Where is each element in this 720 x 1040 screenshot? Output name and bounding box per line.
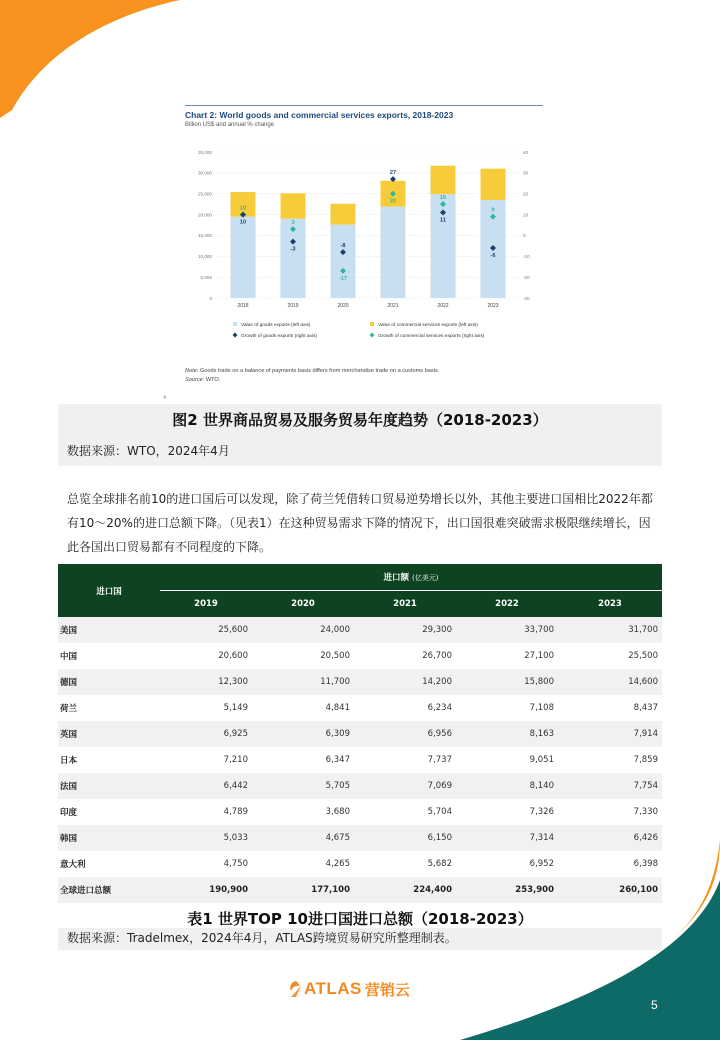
services-growth-label: 9 — [491, 207, 495, 214]
value-cell: 6,150 — [354, 825, 456, 851]
legend-swatch — [233, 333, 238, 338]
services-growth-label: 15 — [439, 195, 447, 202]
year-header-2020: 2020 — [252, 590, 354, 617]
goods-growth-label: 10 — [239, 219, 247, 226]
value-cell: 5,149 — [160, 695, 252, 721]
value-cell: 4,675 — [252, 825, 354, 851]
country-cell: 意大利 — [58, 851, 160, 877]
table-row — [58, 669, 662, 695]
logo-text-cn: 营销云 — [364, 980, 410, 999]
right-axis-tick: -30 — [523, 295, 530, 301]
country-cell: 印度 — [58, 799, 160, 825]
table-caption: 表1 世界TOP 10进口国进口总额（2018-2023） — [187, 910, 533, 928]
right-axis-tick: -20 — [523, 274, 530, 280]
services-bar — [281, 193, 306, 218]
right-axis-tick: 30 — [523, 170, 529, 176]
value-cell: 14,600 — [558, 669, 662, 695]
figure-caption: 图2 世界商品贸易及服务贸易年度趋势（2018-2023） — [58, 404, 662, 436]
value-cell: 4,841 — [252, 695, 354, 721]
chart-figure — [178, 100, 550, 400]
country-cell: 日本 — [58, 747, 160, 773]
left-axis-tick: 35,000 — [197, 149, 212, 155]
value-cell: 7,859 — [558, 747, 662, 773]
value-cell: 6,925 — [160, 721, 252, 747]
table-source: 数据来源：Tradelmex，2024年4月，ATLAS跨境贸易研究所整理制表。 — [58, 928, 662, 950]
goods-bar — [331, 225, 356, 298]
value-cell: 14,200 — [354, 669, 456, 695]
value-cell: 5,704 — [354, 799, 456, 825]
teal-swoosh — [460, 880, 720, 1040]
goods-growth-label: 27 — [389, 170, 397, 177]
page-number: 5 — [651, 998, 658, 1012]
value-cell: 7,210 — [160, 747, 252, 773]
legend-swatch — [233, 322, 237, 326]
year-header-2021: 2021 — [354, 590, 456, 617]
chart-page-marker: 4 — [163, 395, 167, 401]
table-row — [58, 721, 662, 747]
goods-growth-label: 11 — [440, 217, 446, 224]
table-row — [58, 617, 662, 643]
value-cell: 8,437 — [558, 695, 662, 721]
chart-canvas — [178, 100, 550, 400]
value-cell: 33,700 — [456, 617, 558, 643]
value-cell: 6,234 — [354, 695, 456, 721]
value-cell: 7,069 — [354, 773, 456, 799]
value-cell: 6,952 — [456, 851, 558, 877]
value-cell: 5,682 — [354, 851, 456, 877]
table-row — [58, 825, 662, 851]
services-bar — [431, 166, 456, 194]
right-axis-tick: 0 — [523, 233, 526, 239]
services-growth-label: 3 — [291, 220, 295, 227]
value-cell: 8,140 — [456, 773, 558, 799]
table-row — [58, 695, 662, 721]
value-cell: 9,051 — [456, 747, 558, 773]
legend-label: Growth of goods exports (right axis) — [241, 333, 317, 339]
country-cell: 美国 — [58, 617, 160, 643]
value-cell: 5,705 — [252, 773, 354, 799]
table-row — [58, 747, 662, 773]
country-cell: 韩国 — [58, 825, 160, 851]
value-cell: 3,680 — [252, 799, 354, 825]
legend-label: Growth of commercial services exports (right axis) — [378, 333, 485, 339]
right-axis-tick: 40 — [523, 149, 529, 155]
x-tick-label: 2021 — [387, 303, 399, 309]
logo-text: ATLAS — [304, 979, 362, 998]
value-cell: 12,300 — [160, 669, 252, 695]
value-cell: 4,789 — [160, 799, 252, 825]
goods-growth-label: -8 — [340, 243, 346, 250]
value-cell: 11,700 — [252, 669, 354, 695]
value-cell: 7,737 — [354, 747, 456, 773]
value-cell: 7,314 — [456, 825, 558, 851]
value-cell: 26,700 — [354, 643, 456, 669]
x-tick-label: 2018 — [237, 303, 249, 309]
value-cell: 260,100 — [558, 877, 662, 903]
country-header: 进口国 — [58, 564, 160, 617]
value-cell: 190,900 — [160, 877, 252, 903]
import-table — [58, 564, 662, 903]
amount-unit: (亿美元) — [412, 573, 439, 582]
left-axis-tick: 10,000 — [197, 254, 212, 260]
table-row — [58, 773, 662, 799]
services-bar — [331, 204, 356, 225]
table-row — [58, 851, 662, 877]
value-cell: 5,033 — [160, 825, 252, 851]
value-cell: 7,108 — [456, 695, 558, 721]
left-axis-tick: 0 — [209, 295, 212, 301]
value-cell: 24,000 — [252, 617, 354, 643]
legend-label: Value of goods exports (left axis) — [241, 322, 311, 328]
goods-bar — [231, 217, 256, 298]
chart-title: Chart 2: World goods and commercial services exports, 2018-2023 — [185, 110, 454, 120]
table-row — [58, 877, 662, 903]
chart-source — [185, 377, 220, 383]
chart-source-label: Source: — [185, 377, 205, 383]
value-cell: 20,500 — [252, 643, 354, 669]
x-tick-label: 2020 — [337, 303, 349, 309]
right-axis-tick: -10 — [523, 254, 530, 260]
value-cell: 20,600 — [160, 643, 252, 669]
value-cell: 8,163 — [456, 721, 558, 747]
value-cell: 27,100 — [456, 643, 558, 669]
legend-swatch — [370, 322, 374, 326]
value-cell: 6,442 — [160, 773, 252, 799]
value-cell: 6,426 — [558, 825, 662, 851]
amount-header — [160, 564, 662, 590]
services-bar — [481, 169, 506, 200]
chart-note-label: Note: — [185, 368, 199, 374]
country-cell: 英国 — [58, 721, 160, 747]
atlas-swirl-icon — [288, 980, 304, 998]
goods-bar — [381, 207, 406, 298]
left-axis-tick: 5,000 — [200, 274, 212, 280]
orange-swoosh — [0, 0, 180, 118]
value-cell: 15,800 — [456, 669, 558, 695]
goods-growth-label: -6 — [490, 252, 496, 259]
value-cell: 224,400 — [354, 877, 456, 903]
body-paragraph: 总览全球排名前10的进口国后可以发现，除了荷兰凭借转口贸易逆势增长以外，其他主要进口国相比2022年都有10～20%的进口总额下降。（见表1）在这种贸易需求下降的情况下，出口国很难突破需求极限继续增长，因此各国出口贸易都有不同程度的下降。 — [67, 492, 653, 554]
value-cell: 4,750 — [160, 851, 252, 877]
chart-source-text: WTO. — [204, 377, 221, 383]
value-cell: 6,309 — [252, 721, 354, 747]
year-header-2023: 2023 — [558, 590, 662, 617]
value-cell: 31,700 — [558, 617, 662, 643]
atlas-logo — [288, 976, 410, 1002]
value-cell: 4,265 — [252, 851, 354, 877]
legend-label: Value of commercial services exports (left axis) — [378, 322, 478, 328]
left-axis-tick: 30,000 — [197, 170, 212, 176]
year-header-2019: 2019 — [160, 590, 252, 617]
value-cell: 6,398 — [558, 851, 662, 877]
chart-subtitle: Billion US$ and annual % change — [185, 122, 275, 128]
table-body — [58, 617, 662, 903]
amount-header-label: 进口额 — [383, 572, 410, 583]
table-row — [58, 799, 662, 825]
country-cell: 德国 — [58, 669, 160, 695]
country-cell: 中国 — [58, 643, 160, 669]
country-cell: 法国 — [58, 773, 160, 799]
country-cell: 全球进口总额 — [58, 877, 160, 903]
value-cell: 25,500 — [558, 643, 662, 669]
table-row — [58, 643, 662, 669]
value-cell: 7,754 — [558, 773, 662, 799]
value-cell: 29,300 — [354, 617, 456, 643]
services-growth-label: 10 — [239, 205, 247, 212]
chart-note-text: Goods trade on a balance of payments basis differs from merchandise trade on a customs basis. — [198, 368, 440, 374]
left-axis-tick: 15,000 — [197, 233, 212, 239]
services-growth-label: 20 — [389, 198, 397, 205]
value-cell: 177,100 — [252, 877, 354, 903]
value-cell: 253,900 — [456, 877, 558, 903]
figure-source: 数据来源：WTO，2024年4月 — [58, 436, 662, 466]
legend-swatch — [370, 333, 375, 338]
right-axis-tick: 10 — [523, 212, 529, 218]
left-axis-tick: 20,000 — [197, 212, 212, 218]
goods-growth-label: -3 — [290, 246, 296, 253]
value-cell: 6,956 — [354, 721, 456, 747]
country-cell: 荷兰 — [58, 695, 160, 721]
year-header-2022: 2022 — [456, 590, 558, 617]
value-cell: 25,600 — [160, 617, 252, 643]
chart-note — [185, 368, 439, 374]
value-cell: 7,326 — [456, 799, 558, 825]
right-axis-tick: 20 — [523, 191, 529, 197]
value-cell: 7,914 — [558, 721, 662, 747]
left-axis-tick: 25,000 — [197, 191, 212, 197]
x-tick-label: 2022 — [437, 303, 449, 309]
services-growth-label: -17 — [338, 275, 348, 282]
value-cell: 7,330 — [558, 799, 662, 825]
x-tick-label: 2023 — [487, 303, 499, 309]
value-cell: 6,347 — [252, 747, 354, 773]
x-tick-label: 2019 — [287, 303, 299, 309]
